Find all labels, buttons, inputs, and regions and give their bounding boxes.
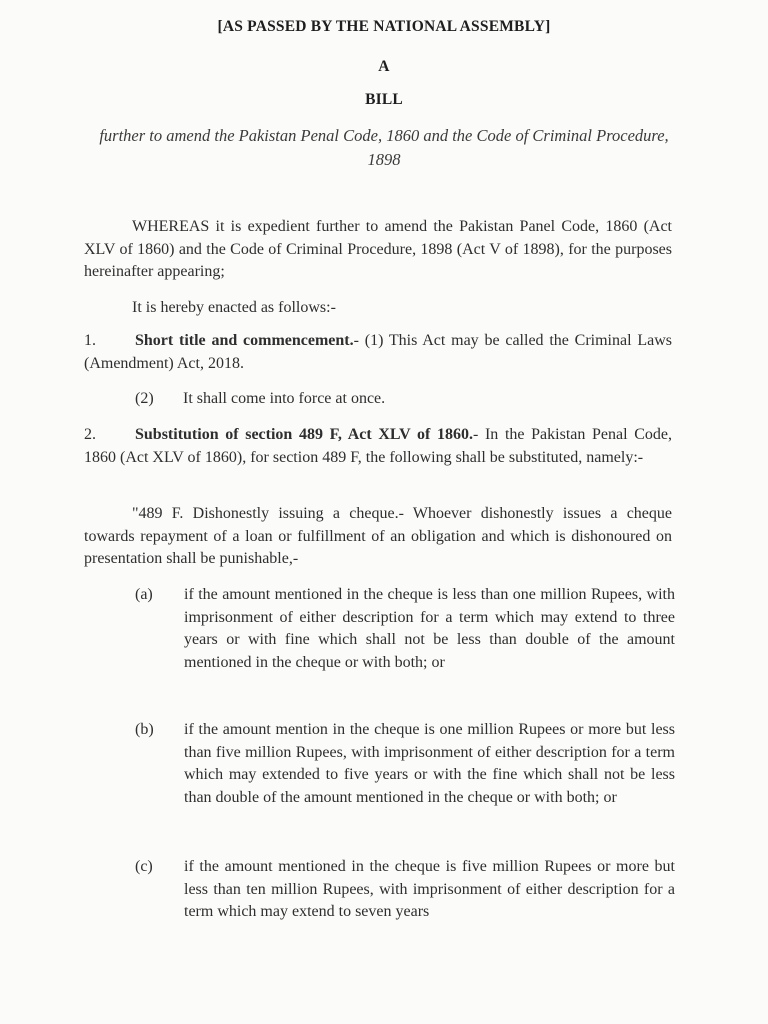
clause-text: if the amount mention in the cheque is one million Rupees or more but less than five million Rupees, with imprisonment of either description for a term which may extended to five years or with the fine which shall not be less than double of the amount mentioned in the cheque or with both; or [184, 721, 675, 806]
bill-type-heading: BILL [365, 91, 403, 108]
clause-label: (a) [135, 586, 153, 603]
preamble-paragraph: WHEREAS it is expedient further to amend the Pakistan Panel Code, 1860 (Act XLV of 1860) and the Code of Criminal Procedure, 1898 (Act V of 1898), for the purposes hereinafter appearing; [84, 218, 672, 280]
section-number: 1. [84, 332, 96, 349]
section-text: - In the Pakistan Penal Code, 1860 (Act XLV of 1860), for section 489 F, the following shall be substituted, namely:- [84, 426, 672, 466]
bill-subtitle: further to amend the Pakistan Penal Code, 1860 and the Code of Criminal Procedure, 1898 [99, 126, 669, 169]
clause-text: if the amount mentioned in the cheque is five million Rupees or more but less than ten million Rupees, with imprisonment of either description for a term which may extend to seven years [184, 858, 675, 920]
bill-status-heading: [AS PASSED BY THE NATIONAL ASSEMBLY] [217, 18, 551, 35]
section-heading: Short title and commencement. [135, 332, 354, 349]
section-1 [84, 330, 672, 375]
clause-b [135, 719, 675, 809]
substituted-section-intro: "489 F. Dishonestly issuing a cheque.- Whoever dishonestly issues a cheque towards repayment of a loan or fulfillment of an obligation and which is dishonoured on presentation shall be punishable,- [84, 505, 672, 567]
clause-c [135, 856, 675, 924]
section-heading: Substitution of section 489 F, Act XLV of 1860. [135, 426, 473, 443]
clause-label: (b) [135, 721, 154, 738]
section-2 [84, 424, 672, 469]
clause-text: if the amount mentioned in the cheque is less than one million Rupees, with imprisonment of either description for a term which may extend to three years or with fine which shall not be less than double of the amount mentioned in the cheque or with both; or [184, 586, 675, 671]
section-number: 2. [84, 426, 96, 443]
clause-label: (c) [135, 858, 153, 875]
subsection-text: It shall come into force at once. [183, 390, 386, 407]
clause-a [135, 584, 675, 674]
enacting-clause: It is hereby enacted as follows:- [132, 299, 336, 316]
section-1-subsection-2 [135, 388, 675, 411]
bill-article: A [378, 58, 390, 75]
section-text: - (1) This Act may be called the Criminal Laws (Amendment) Act, 2018. [84, 332, 672, 372]
subsection-number: (2) [135, 390, 154, 407]
